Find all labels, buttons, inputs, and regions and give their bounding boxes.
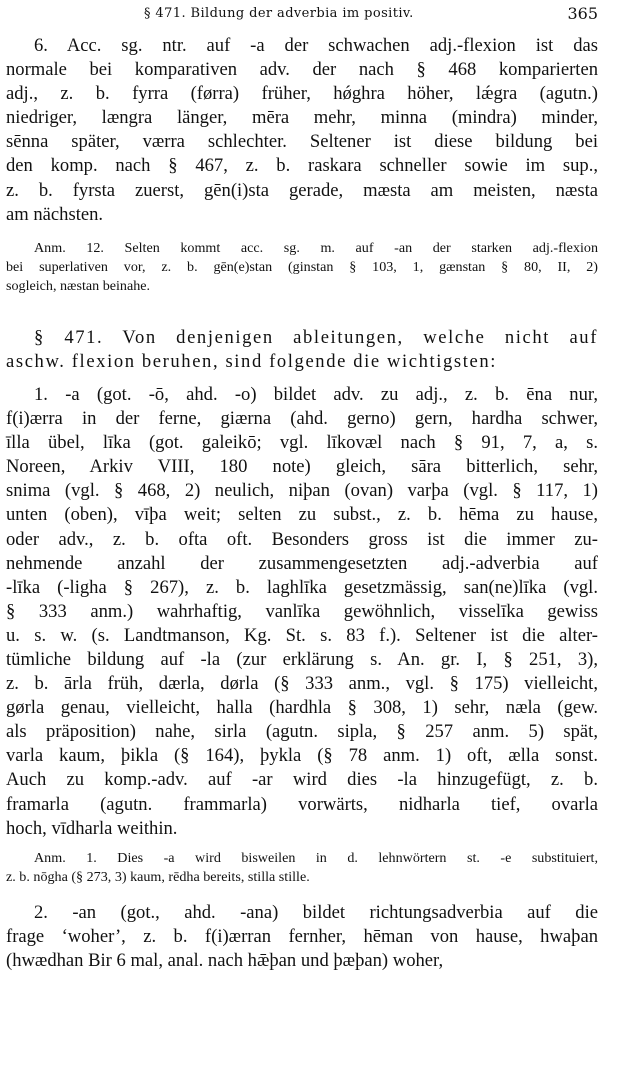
text-line: oder adv., z. b. ofta oft. Besonders gross ist die immer zu-: [6, 528, 598, 550]
text-line: gørla genau, vielleicht, halla (hardhla § 308, 1) sehr, næla (gew.: [6, 697, 598, 719]
text-line: u. s. w. (s. Landtmanson, Kg. St. s. 83 f.). Seltener ist die alter-: [6, 624, 598, 646]
footnote-block: [6, 849, 598, 887]
text-line: 1. -a (got. -ō, ahd. -o) bildet adv. zu adj., z. b. ēna nur,: [34, 383, 598, 405]
text-line: z. b. fyrsta zuerst, gēn(i)sta gerade, mæsta am meisten, næsta: [6, 179, 598, 201]
note-line: sogleich, næstan beinahe.: [6, 277, 151, 294]
text-line: niedriger, længra länger, mēra mehr, minna (mindra) minder,: [6, 107, 598, 129]
text-line: f(i)ærra in der ferne, giærna (ahd. gerno) gern, hardha schwer,: [6, 408, 598, 430]
running-header: [6, 0, 598, 34]
paragraph-block: [6, 383, 598, 841]
running-title: § 471. Bildung der adverbia im positiv.: [144, 6, 414, 21]
text-line: varla kaum, þikla (§ 164), þykla (§ 78 anm. 1) oft, ælla sonst.: [6, 745, 598, 767]
text-line: (hwædhan Bir 6 mal, anal. nach hǣþan und þæþan) woher,: [6, 949, 444, 971]
text-line: nehmende anzahl der zusammengesetzten adj.-adverbia auf: [6, 552, 598, 574]
text-line: § 471. Von denjenigen ableitungen, welche nicht auf: [34, 326, 598, 348]
text-line: § 333 anm.) wahrhaftig, vanlīka gewöhnlich, visselīka gewiss: [6, 600, 598, 622]
text-line: framarla (agutn. frammarla) vorwärts, nidharla tief, ovarla: [6, 793, 598, 815]
text-line: īlla übel, līka (got. galeikō; vgl. līkovæl nach § 91, 7, a, s.: [6, 432, 598, 454]
text-line: 6. Acc. sg. ntr. auf -a der schwachen adj.-flexion ist das: [34, 35, 598, 56]
paragraph-block: [6, 901, 598, 973]
paragraph-block: [6, 34, 598, 227]
text-line: hoch, vīdharla weithin.: [6, 817, 178, 839]
block-gap: [6, 227, 598, 239]
text-line: aschw. flexion beruhen, sind folgende die wichtigsten:: [6, 350, 498, 372]
text-line: frage ‘woher’, z. b. f(i)ærran fernher, hēman von hause, hwaþan: [6, 925, 598, 947]
text-line: tümliche bildung auf -la (zur erklärung s. An. gr. I, § 251, 3),: [6, 648, 598, 670]
text-line: sēnna später, værra schlechter. Seltener ist diese bildung bei: [6, 131, 598, 153]
text-line: 2. -an (got., ahd. -ana) bildet richtungsadverbia auf die: [34, 901, 598, 923]
book-page: [6, 0, 598, 1070]
page-body: [6, 34, 598, 973]
text-line: den komp. nach § 467, z. b. raskara schneller sowie im sup.,: [6, 155, 598, 177]
paragraph-block: [6, 326, 598, 374]
block-gap: [6, 841, 598, 849]
text-line: Noreen, Arkiv VIII, 180 note) gleich, sāra bitterlich, sehr,: [6, 456, 598, 478]
text-line: adj., z. b. fyrra (førra) früher, hǿghra höher, lǽgra (agutn.): [6, 83, 598, 105]
footnote-block: [6, 239, 598, 296]
text-line: unten (oben), vīþa weit; selten zu subst., z. b. hēma zu hause,: [6, 504, 598, 526]
block-gap: [6, 374, 598, 383]
text-line: z. b. ārla früh, dærla, dørla (§ 333 anm., vgl. § 175) vielleicht,: [6, 673, 598, 695]
text-line: als präposition) nahe, sirla (agutn. sipla, § 257 anm. 5) spät,: [6, 721, 598, 743]
text-line: am nächsten.: [6, 203, 104, 225]
block-gap: [6, 887, 598, 901]
text-line: normale bei komparativen adv. der nach § 468 komparierten: [6, 59, 598, 81]
text-line: snima (vgl. § 468, 2) neulich, niþan (ovan) varþa (vgl. § 117, 1): [6, 480, 598, 502]
text-line: -līka (-ligha § 267), z. b. laghlīka gesetzmässig, san(ne)līka (vgl.: [6, 576, 598, 598]
note-line: z. b. nōgha (§ 273, 3) kaum, rēdha bereits, stilla stille.: [6, 868, 310, 885]
block-gap: [6, 296, 598, 326]
note-line: Anm. 1. Dies -a wird bisweilen in d. lehnwörtern st. -e substituiert,: [34, 849, 598, 866]
note-line: bei superlativen vor, z. b. gēn(e)stan (ginstan § 103, 1, gænstan § 80, II, 2): [6, 258, 598, 275]
text-line: Auch zu komp.-adv. auf -ar wird dies -la hinzugefügt, z. b.: [6, 769, 598, 791]
page-number: 365: [567, 4, 598, 23]
note-line: Anm. 12. Selten kommt acc. sg. m. auf -an der starken adj.-flexion: [34, 239, 598, 256]
